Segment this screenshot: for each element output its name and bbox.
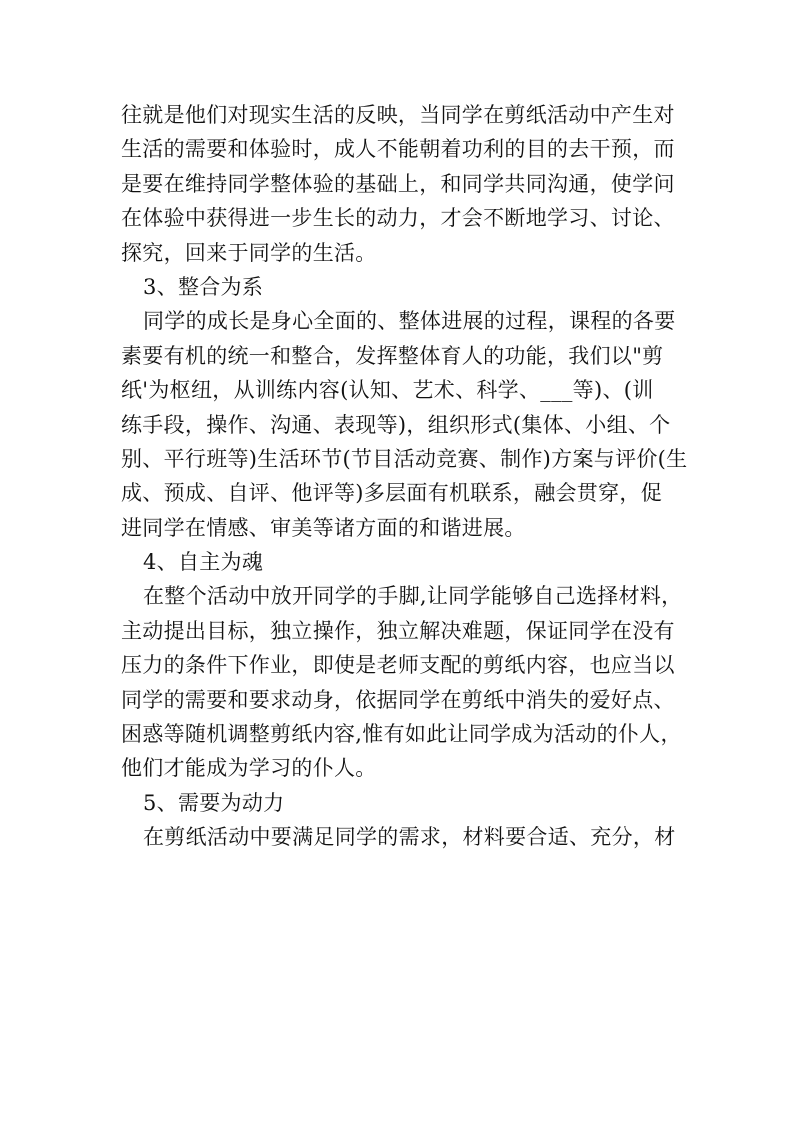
text-line: 纸'为枢纽，从训练内容(认知、艺术、科学、___等)、(训 (121, 378, 654, 403)
text-line: 往就是他们对现实生活的反映，当同学在剪纸活动中产生对 (121, 103, 675, 127)
text-line: 在剪纸活动中要满足同学的需求，材料要合适、充分，材 (143, 825, 676, 850)
text-line: 成、预成、自评、他评等)多层面有机联系，融会贯穿，促 (121, 481, 662, 506)
section-heading: 4、自主为魂 (143, 550, 264, 575)
text-line: 他们才能成为学习的仆人。 (121, 756, 377, 781)
text-line: 压力的条件下作业，即使是老师支配的剪纸内容，也应当以 (121, 653, 675, 678)
text-line: 生活的需要和体验时，成人不能朝着功利的目的去干预，而 (121, 137, 675, 162)
section-heading: 3、整合为系 (143, 274, 264, 299)
text-line: 在整个活动中放开同学的手脚,让同学能够自己选择材料， (143, 584, 683, 609)
text-line: 主动提出目标，独立操作，独立解决难题，保证同学在没有 (121, 618, 675, 643)
text-line: 同学的需要和要求动身，依据同学在剪纸中消失的爱好点、 (121, 687, 675, 712)
text-line: 进同学在情感、审美等诸方面的和谐进展。 (121, 515, 526, 540)
text-line: 练手段，操作、沟通、表现等)，组织形式(集体、小组、个 (121, 412, 671, 437)
text-line: 是要在维持同学整体验的基础上，和同学共同沟通，使学问 (121, 171, 675, 196)
text-line: 素要有机的统一和整合，发挥整体育人的功能，我们以"剪 (121, 343, 664, 368)
text-line: 在体验中获得进一步生长的动力，才会不断地学习、讨论、 (121, 206, 675, 231)
text-line: 困惑等随机调整剪纸内容,惟有如此让同学成为活动的仆人， (121, 722, 682, 747)
document-body (121, 98, 688, 855)
text-line: 探究，回来于同学的生活。 (121, 240, 377, 265)
text-line: 别、平行班等)生活环节(节目活动竞赛、制作)方案与评价(生 (121, 446, 688, 471)
section-heading: 5、需要为动力 (143, 790, 285, 815)
text-line: 同学的成长是身心全面的、整体进展的过程，课程的各要 (143, 309, 676, 334)
